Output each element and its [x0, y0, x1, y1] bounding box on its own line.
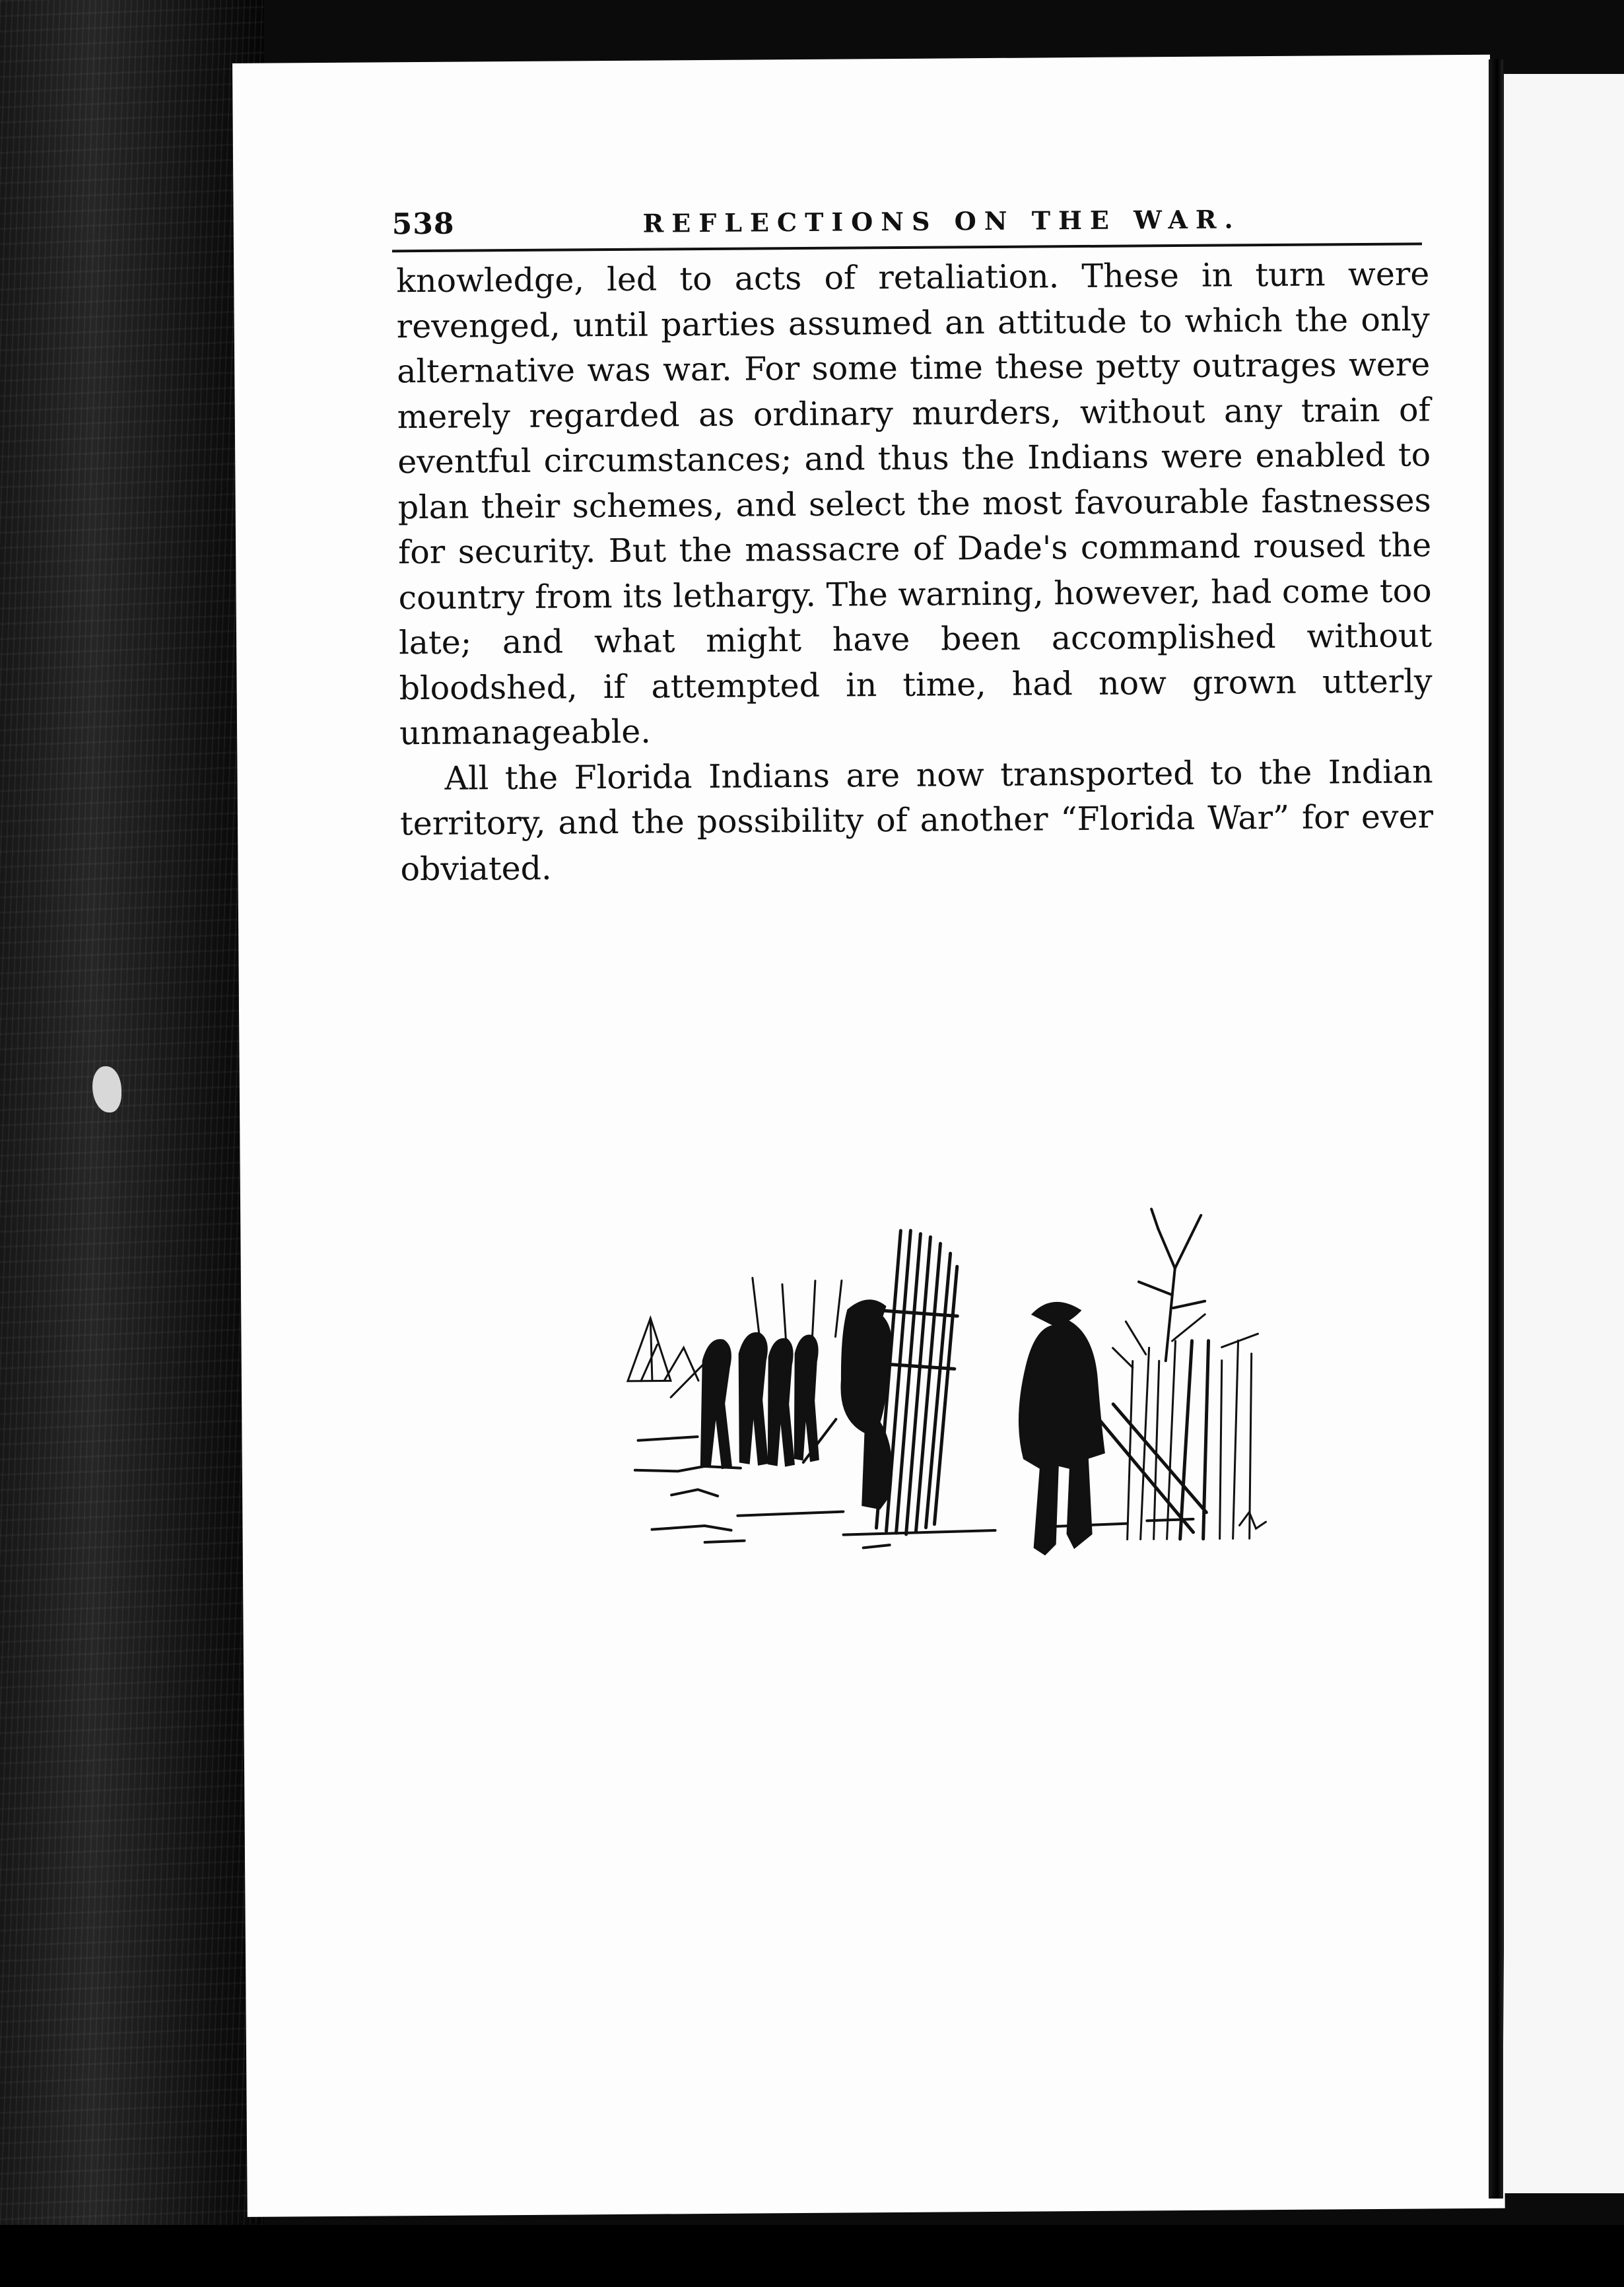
paragraph: All the Florida Indians are now transported to the Indian territory, and the possibility of another “Florida War” for ever obviated.	[399, 752, 1434, 888]
body-text	[396, 252, 1434, 892]
scanner-bottom-border	[0, 2225, 1624, 2287]
soldier-at-stockade	[802, 1301, 892, 1509]
tent-shapes	[627, 1318, 698, 1381]
scanner-background	[0, 0, 264, 2287]
page-number: 538	[391, 207, 455, 242]
running-title: REFLECTIONS ON THE WAR.	[642, 204, 1241, 238]
bare-tree	[1138, 1209, 1205, 1361]
soldier-group	[700, 1333, 817, 1468]
facing-page-edge	[1504, 74, 1624, 2193]
walking-figure	[1019, 1303, 1104, 1553]
book-page	[232, 55, 1505, 2217]
grass-tuft	[1239, 1512, 1266, 1528]
paragraph: knowledge, led to acts of retaliation. These in turn were revenged, until parties assumed an attitude to which the only alternative was war. For some time these petty outrages were merely regarded as ordinary murders, without any train of eventful circumstances; and thus the Indians were enabled to plan their schemes, and select the most favourable fastnesses for security. But the massacre of Dade's command roused the country from its lethargy. The warning, however, had come too late; and what might have been accomplished without bloodshed, if attempted in time, had now grown utterly unmanageable.	[396, 255, 1433, 753]
running-head	[392, 200, 1435, 247]
engraving-illustration	[623, 1142, 1279, 1622]
book-gutter	[1489, 59, 1503, 2199]
